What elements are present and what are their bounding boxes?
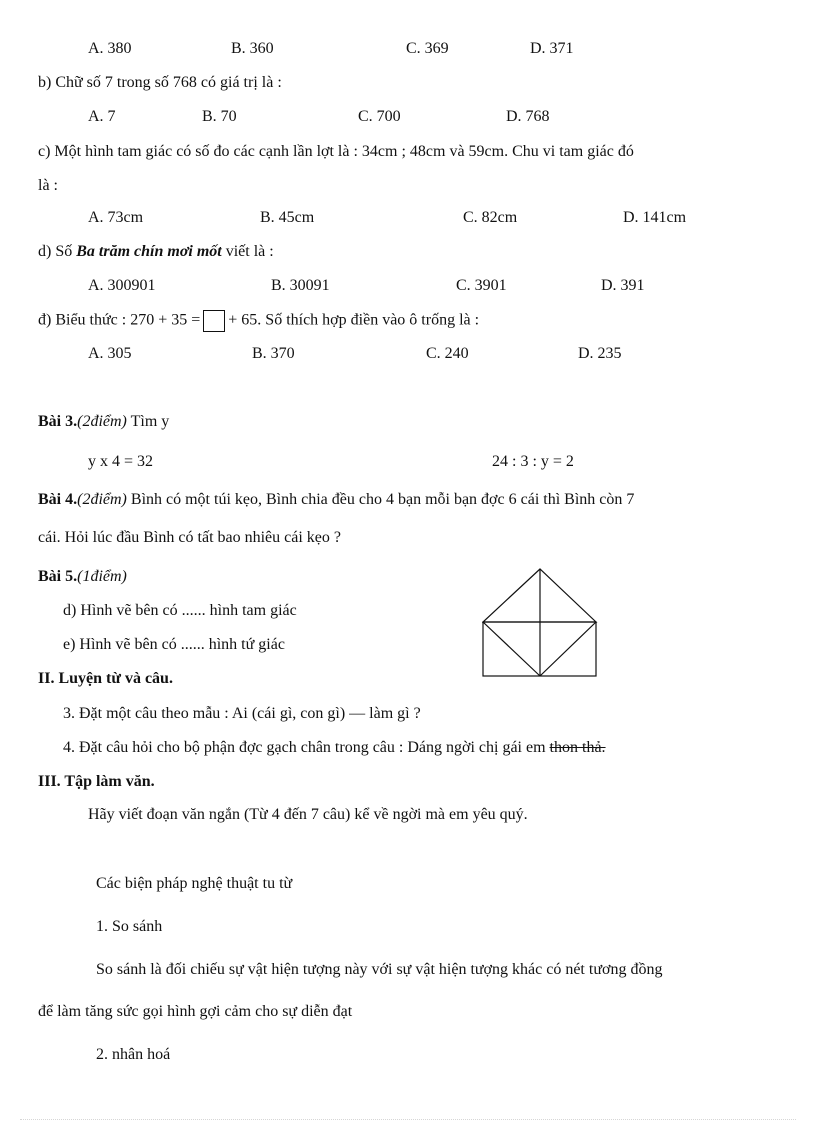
- q-d-text: [38, 242, 274, 262]
- notes-item-2: 2. nhân hoá: [96, 1046, 171, 1063]
- bai5-label: Bài 5.: [38, 568, 78, 585]
- bai4-heading: [38, 490, 634, 510]
- bai5-item-d: d) Hình vẽ bên có ...... hình tam giác: [63, 602, 297, 619]
- q-d-option-b: B. 30091: [271, 277, 330, 294]
- section3-prompt: Hãy viết đoạn văn ngắn (Từ 4 đến 7 câu) kể về ngời mà em yêu quý.: [88, 806, 528, 823]
- section3-title: III. Tập làm văn.: [38, 773, 155, 790]
- section2-item-4-text: 4. Đặt câu hỏi cho bộ phận đợc gạch chân trong câu : Dáng ngời chị gái em: [63, 739, 550, 756]
- q-d-option-c: C. 3901: [456, 277, 507, 294]
- q-b-option-b: B. 70: [202, 108, 237, 125]
- bai3-points: (2điểm): [77, 413, 127, 430]
- section2-title: II. Luyện từ và câu.: [38, 670, 173, 687]
- q-a-option-b: B. 360: [231, 40, 274, 57]
- q-b-option-d: D. 768: [506, 108, 550, 125]
- q-b-option-c: C. 700: [358, 108, 401, 125]
- q-dd-suffix: + 65. Số thích hợp điền vào ô trống là :: [228, 311, 480, 329]
- bai3-equation-1: y x 4 = 32: [88, 453, 154, 470]
- q-c-option-d: D. 141cm: [623, 209, 687, 226]
- q-dd-option-d: D. 235: [578, 345, 622, 362]
- q-a-option-d: D. 371: [530, 40, 574, 57]
- bai5-points: (1điểm): [77, 568, 127, 585]
- q-d-emphasis: Ba trăm chín mơi mốt: [76, 243, 222, 260]
- q-dd-prefix: đ) Biểu thức : 270 + 35 =: [38, 311, 201, 329]
- bai3-heading: [38, 412, 169, 432]
- q-c-text: c) Một hình tam giác có số đo các cạnh lần lợt là : 34cm ; 48cm và 59cm. Chu vi tam giác đó: [38, 143, 634, 160]
- answer-blank-box: [203, 310, 225, 332]
- bai4-text: Bình có một túi kẹo, Bình chia đều cho 4 bạn mỗi bạn đợc 6 cái thì Bình còn 7: [126, 491, 635, 508]
- q-dd-option-b: B. 370: [252, 345, 295, 362]
- q-b-option-a: A. 7: [88, 108, 116, 125]
- q-dd-option-c: C. 240: [426, 345, 469, 362]
- q-d-option-a: A. 300901: [88, 277, 156, 294]
- notes-definition-1-cont: để làm tăng sức gọi hình gợi cảm cho sự diễn đạt: [38, 1003, 353, 1020]
- notes-heading: Các biện pháp nghệ thuật tu từ: [96, 875, 293, 892]
- left-diagonal: [483, 622, 540, 676]
- section2-item-4-struck: thon thả.: [549, 739, 606, 756]
- q-c-text-cont: là :: [38, 177, 58, 194]
- notes-item-1: 1. So sánh: [96, 918, 163, 935]
- q-c-option-b: B. 45cm: [260, 209, 315, 226]
- section2-item-4: [63, 738, 606, 758]
- notes-definition-1: So sánh là đối chiếu sự vật hiện tượng này với sự vật hiện tượng khác có nét tương đồng: [96, 961, 663, 978]
- bai4-text-cont: cái. Hỏi lúc đầu Bình có tất bao nhiêu cái kẹo ?: [38, 529, 342, 546]
- q-c-option-a: A. 73cm: [88, 209, 144, 226]
- bai4-points: (2điểm): [77, 491, 127, 508]
- q-d-suffix: viết là :: [221, 243, 274, 260]
- bai3-label: Bài 3.: [38, 413, 78, 430]
- q-b-text: b) Chữ số 7 trong số 768 có giá trị là :: [38, 74, 282, 91]
- section2-item-3: 3. Đặt một câu theo mẫu : Ai (cái gì, con gì) — làm gì ?: [63, 705, 421, 722]
- page-footer-divider: [20, 1119, 796, 1120]
- bai4-label: Bài 4.: [38, 491, 78, 508]
- q-dd-text: [38, 310, 479, 332]
- bai3-equation-2: 24 : 3 : y = 2: [492, 453, 574, 470]
- bai5-heading: [38, 567, 127, 587]
- q-d-option-d: D. 391: [601, 277, 645, 294]
- bai3-text: Tìm y: [126, 413, 170, 430]
- q-a-option-c: C. 369: [406, 40, 449, 57]
- house-shape-figure: [482, 568, 598, 678]
- right-diagonal: [540, 622, 596, 676]
- q-d-prefix: d) Số: [38, 243, 77, 260]
- q-c-option-c: C. 82cm: [463, 209, 518, 226]
- q-dd-option-a: A. 305: [88, 345, 132, 362]
- bai5-item-e: e) Hình vẽ bên có ...... hình tứ giác: [63, 636, 285, 653]
- q-a-option-a: A. 380: [88, 40, 132, 57]
